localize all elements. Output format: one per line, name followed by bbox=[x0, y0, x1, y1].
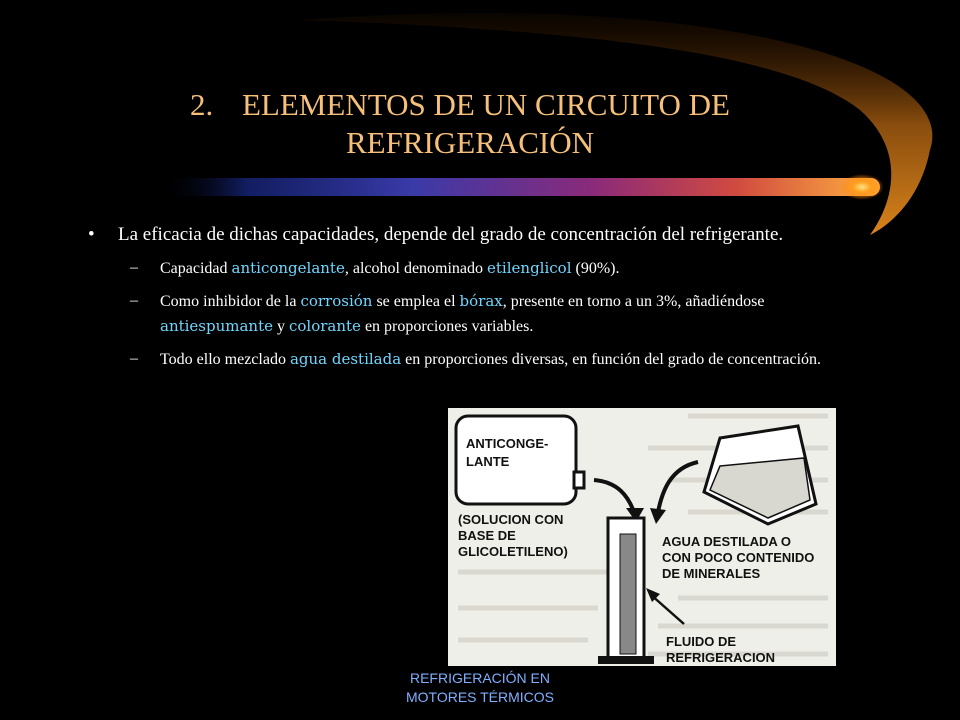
label-solucion-3: GLICOLETILENO) bbox=[458, 544, 568, 559]
keyword-colorante: colorante bbox=[289, 317, 361, 335]
keyword-etilenglicol: etilenglicol bbox=[487, 259, 572, 277]
slide-title bbox=[190, 86, 770, 162]
sub-bullets bbox=[88, 256, 868, 372]
footer-line-2: MOTORES TÉRMICOS bbox=[405, 689, 555, 705]
main-bullet-text: La eficacia de dichas capacidades, depende del grado de concentración del refrigerante. bbox=[118, 224, 784, 245]
bullet-icon: • bbox=[88, 224, 95, 245]
title-line-1: 2. ELEMENTOS DE UN CIRCUITO DE bbox=[190, 87, 730, 122]
label-solucion-1: (SOLUCION CON bbox=[458, 512, 564, 527]
keyword-agua-destilada: agua destilada bbox=[289, 350, 402, 368]
slide-content bbox=[88, 222, 868, 380]
keyword-antiespumante: antiespumante bbox=[160, 317, 273, 335]
dash-icon: – bbox=[130, 292, 138, 309]
dash-icon: – bbox=[130, 350, 138, 367]
title-line-2: REFRIGERACIÓN bbox=[346, 125, 595, 160]
keyword-anticongelante: anticongelante bbox=[231, 259, 345, 277]
label-fluido-1: FLUIDO DE bbox=[666, 634, 737, 649]
label-agua-3: DE MINERALES bbox=[662, 566, 761, 581]
sub-bullet-2: – Como inhibidor de la corrosión se emplea el bórax, presente en torno a un 3%, añadiéndose antiespumante y colorante en proporciones variables. bbox=[130, 289, 868, 339]
label-agua-2: CON POCO CONTENIDO bbox=[662, 550, 815, 565]
beaker-icon bbox=[704, 426, 816, 524]
label-solucion-2: BASE DE bbox=[458, 528, 516, 543]
sub-bullet-1: – Capacidad anticongelante, alcohol denominado etilenglicol (90%). bbox=[130, 256, 868, 281]
label-agua-1: AGUA DESTILADA O bbox=[662, 534, 792, 549]
coolant-mixing-figure bbox=[448, 408, 836, 666]
dash-icon: – bbox=[130, 259, 138, 276]
cylinder-icon bbox=[598, 518, 654, 664]
title-number: 2. bbox=[190, 87, 214, 122]
label-fluido-2: REFRIGERACION bbox=[666, 650, 776, 665]
footer-line-1: REFRIGERACIÓN EN bbox=[409, 670, 550, 686]
keyword-corrosion: corrosión bbox=[300, 292, 373, 310]
label-anticongelante-2: LANTE bbox=[466, 454, 510, 469]
sub-bullet-3: – Todo ello mezclado agua destilada en proporciones diversas, en función del grado de concentración. bbox=[130, 347, 868, 372]
keyword-borax: bórax bbox=[459, 292, 503, 310]
label-anticongelante-1: ANTICONGE- bbox=[466, 436, 549, 451]
main-bullet bbox=[88, 222, 868, 248]
coolant-diagram bbox=[448, 408, 836, 666]
slide-footer bbox=[340, 669, 620, 707]
